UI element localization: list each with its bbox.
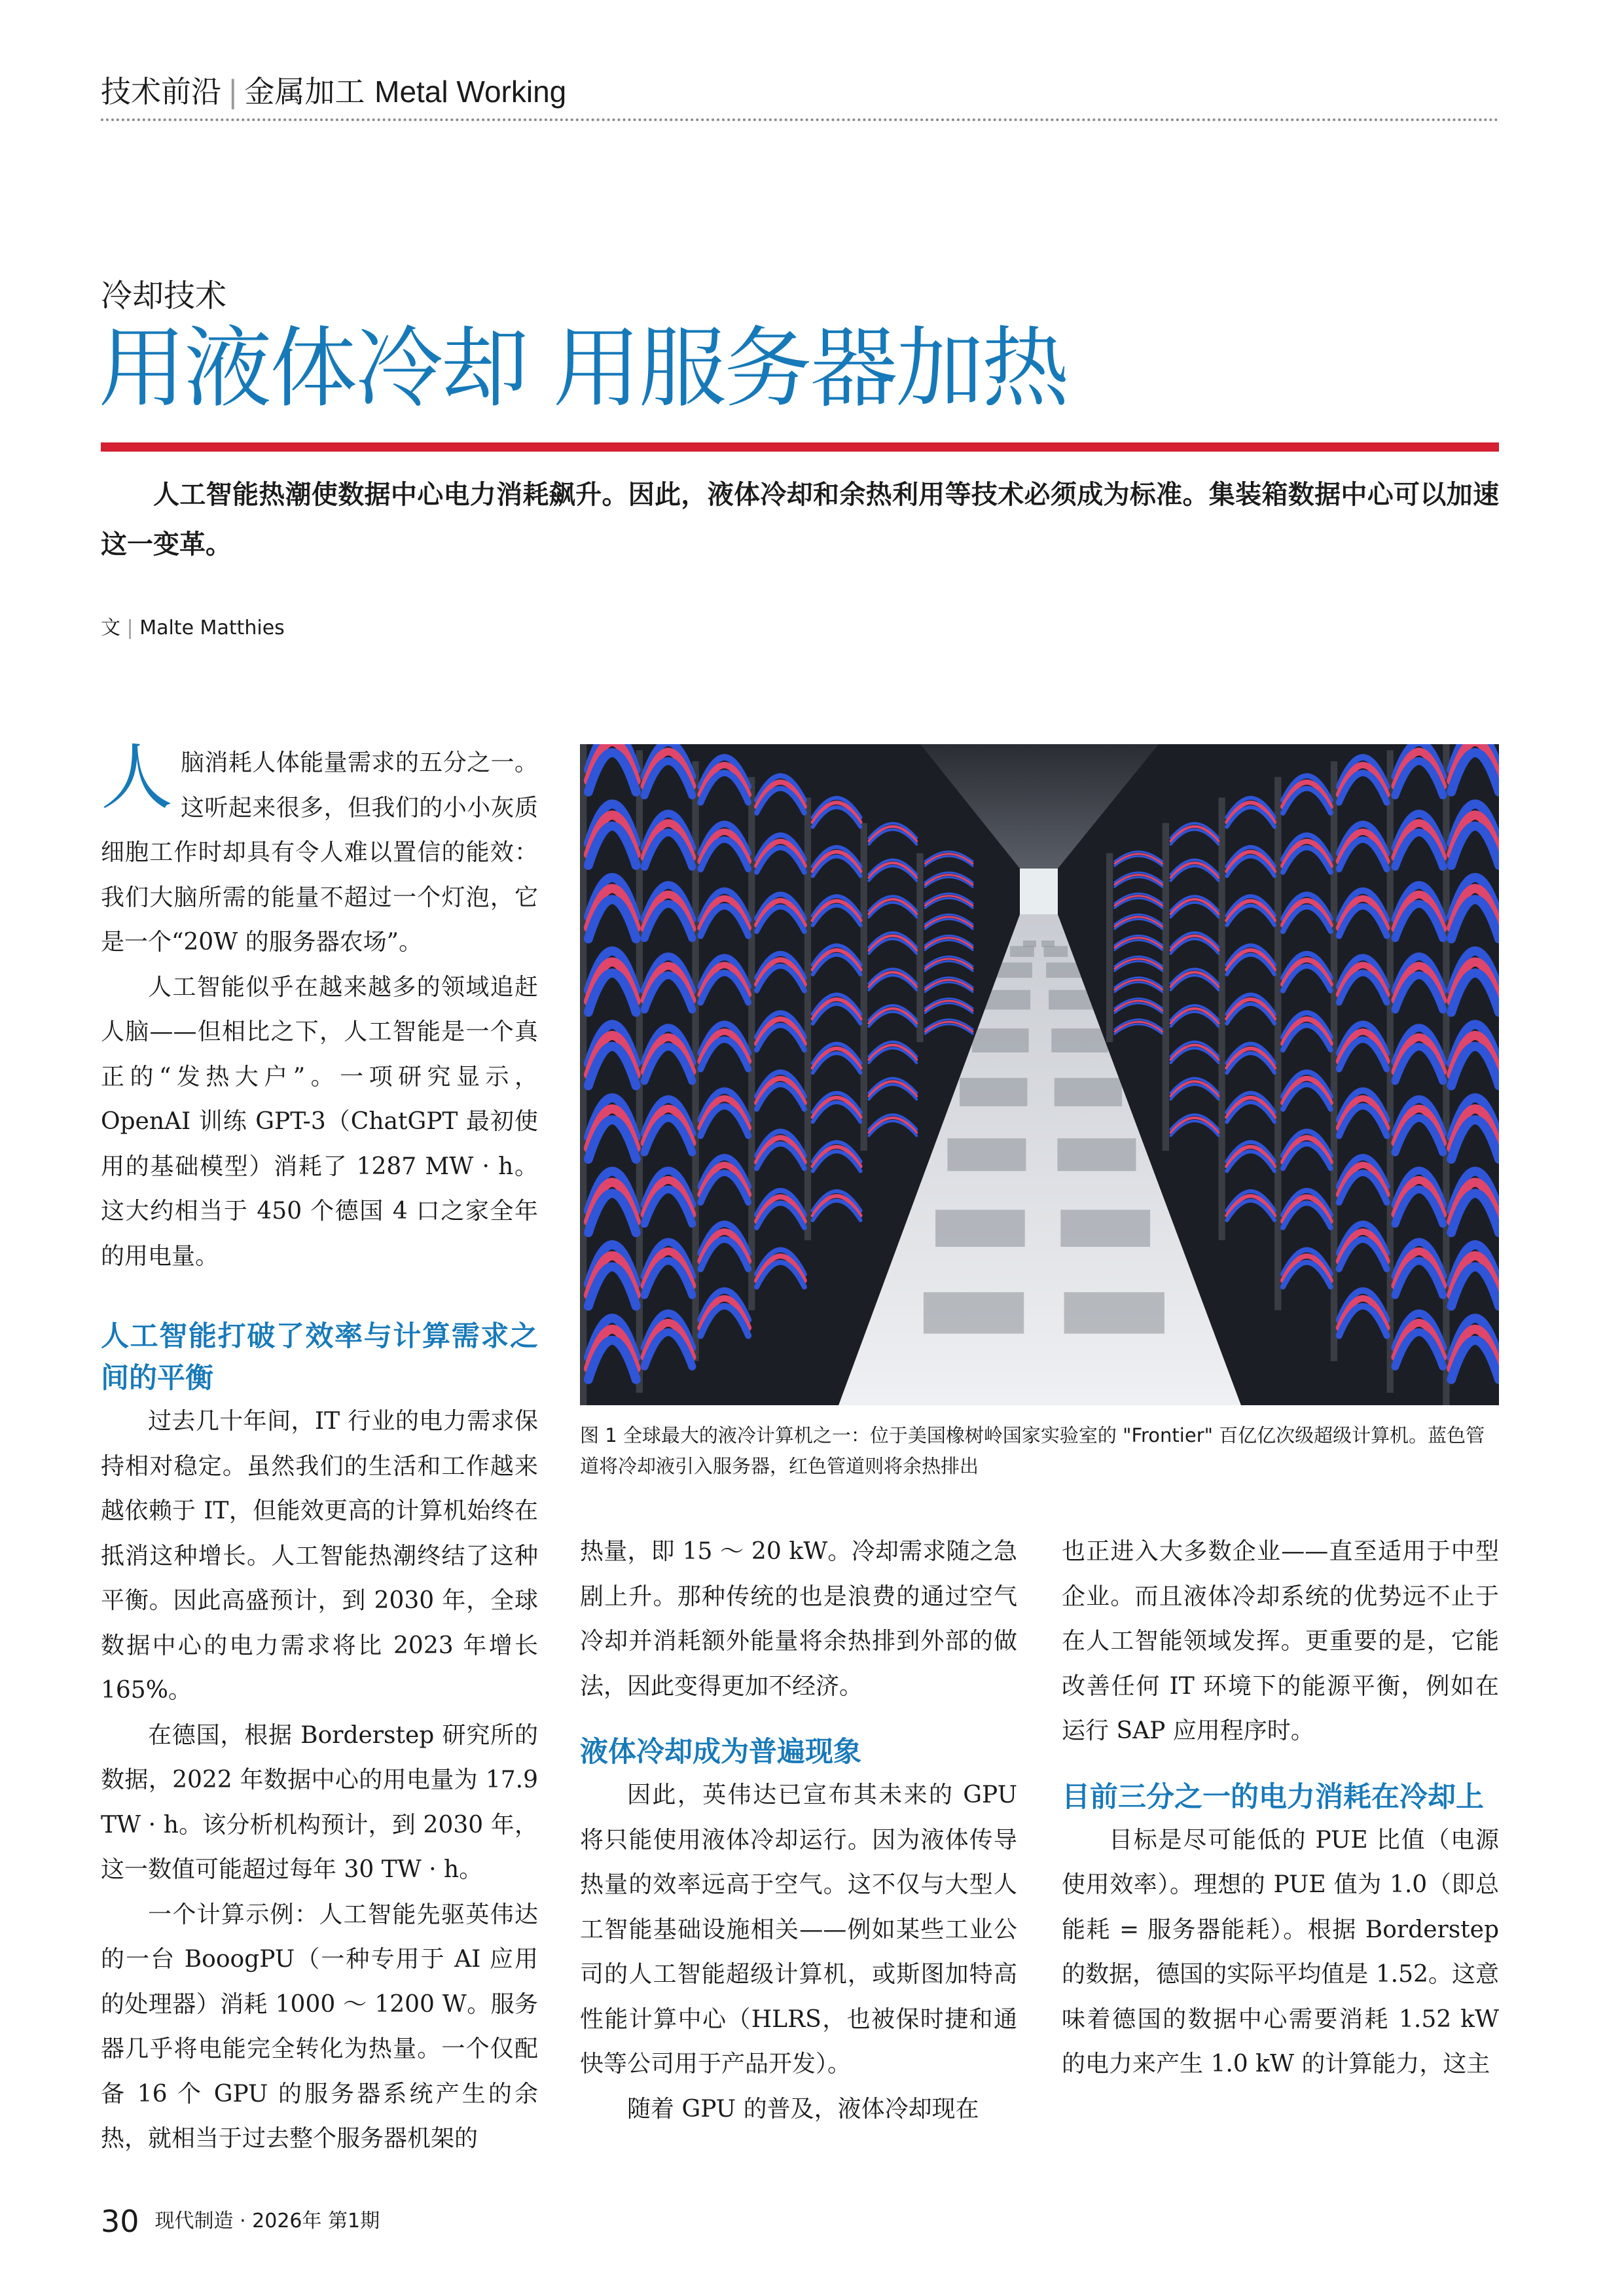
header-divider xyxy=(101,118,1499,121)
paragraph: 一个计算示例：人工智能先驱英伟达的一台 BooogPU（一种专用于 AI 应用的处理器）消耗 1000 ～ 1200 W。服务器几乎将电能完全转化为热量。一个仅配备 16 个 GPU 的服务器系统产生的余热，就相当于过去整个服务器机架的 xyxy=(101,1901,538,2152)
paragraph: 热量，即 15 ～ 20 kW。冷却需求随之急剧上升。那种传统的也是浪费的通过空气冷却并消耗额外能量将余热排到外部的做法，因此变得更加不经济。 xyxy=(580,1538,1017,1700)
floor-vent-tile xyxy=(1060,1210,1150,1247)
far-door xyxy=(1020,869,1058,914)
paragraph: 也正进入大多数企业——直至适用于中型企业。而且液体冷却系统的优势远不止于在人工智能领域发挥。更重要的是，它能改善任何 IT 环境下的能源平衡，例如在运行 SAP 应用程序时。 xyxy=(1062,1538,1499,1744)
floor-vent-tile xyxy=(1055,1078,1122,1106)
article-title: 用液体冷却 用服务器加热 xyxy=(98,317,1068,420)
article-lead: 人工智能热潮使数据中心电力消耗飙升。因此，液体冷却和余热利用等技术必须成为标准。集装箱数据中心可以加速这一变革。 xyxy=(101,479,1499,560)
author-name: Malte Matthies xyxy=(139,617,285,639)
floor-vent-tile xyxy=(924,1292,1024,1333)
rack-post xyxy=(1163,823,1169,1151)
header-section: 技术前沿 xyxy=(101,74,221,109)
paragraph: 过去几十年间，IT 行业的电力需求保持相对稳定。虽然我们的生活和工作越来越依赖于 IT，但能效更高的计算机始终在抵消这种增长。人工智能热潮终结了这种平衡。因此高盛预计，到 2030 年，全球数据中心的电力需求将比 2023 年增长 165%。 xyxy=(101,1408,538,1704)
floor-vent-tile xyxy=(947,1138,1026,1171)
byline: 文 | Malte Matthies xyxy=(101,617,285,639)
magazine-name: 现代制造 xyxy=(154,2210,234,2233)
paragraph: 在德国，根据 Borderstep 研究所的数据，2022 年数据中心的用电量为 17.9 TW · h。该分析机构预计，到 2030 年，这一数值可能超过每年 30 TW · h。 xyxy=(101,1721,538,1883)
floor-vent-tile xyxy=(1043,946,1068,957)
byline-label: 文 xyxy=(101,617,120,639)
header-category: 金属加工 xyxy=(244,74,365,109)
paragraph: 人工智能似乎在越来越多的领域追赶人脑——但相比之下，人工智能是一个真正的“发热大户”。一项研究显示，OpenAI 训练 GPT-3（ChatGPT 最初使用的基础模型）消耗了 1287 MW · h。这大约相当于 450 个德国 4 口之家全年的用电量。 xyxy=(101,973,538,1270)
text-column-3 xyxy=(1062,1530,1499,2087)
floor-vent-tile xyxy=(972,1028,1029,1052)
header-category-en: Metal Working xyxy=(374,75,567,109)
running-header: 技术前沿 | 金属加工 Metal Working xyxy=(101,74,567,109)
issue-info: 2026年 第1期 xyxy=(252,2210,380,2233)
section-heading: 目前三分之一的电力消耗在冷却上 xyxy=(1062,1780,1484,1814)
floor-vent-tile xyxy=(1051,1028,1108,1052)
rack-post xyxy=(1218,798,1225,1240)
section-heading: 人工智能打破了效率与计算需求之间的平衡 xyxy=(101,1320,538,1395)
page-number: 30 xyxy=(101,2204,139,2239)
paragraph: 目标是尽可能低的 PUE 比值（电源使用效率）。理想的 PUE 值为 1.0（即总能耗 = 服务器能耗）。根据 Borderstep 的数据，德国的实际平均值是 1.52。这意味着德国的数据中心需要消耗 1.52 kW 的电力来产生 1.0 kW 的计算能力，这主 xyxy=(1062,1826,1499,2077)
floor-vent-tile xyxy=(1046,963,1081,978)
figure-photo xyxy=(580,744,1499,1405)
floor-vent-tile xyxy=(960,1078,1027,1106)
figure-caption: 图 1 全球最大的液冷计算机之一：位于美国橡树岭国家实验室的 "Frontier" 百亿亿次级超级计算机。蓝色管道将冷却液引入服务器，红色管道则将余热排出 xyxy=(580,1424,1485,1477)
floor-vent-tile xyxy=(1010,946,1034,957)
text-column-1 xyxy=(101,736,538,2162)
floor-vent-tile xyxy=(1057,1138,1136,1171)
rack-post xyxy=(1106,853,1113,1043)
floor-vent-tile xyxy=(984,990,1030,1010)
floor-vent-tile xyxy=(1064,1292,1164,1333)
text-column-2 xyxy=(580,1530,1017,2132)
paragraph: 因此，英伟达已宣布其未来的 GPU 将只能使用液体冷却运行。因为液体传导热量的效率远高于空气。这不仅与大型人工智能基础设施相关——例如某些工业公司的人工智能超级计算机，或斯图加特高性能计算中心（HLRS，也被保时捷和通快等公司用于产品开发）。 xyxy=(580,1782,1017,2077)
supercomputer-aisle-image xyxy=(580,744,1499,1405)
section-heading: 液体冷却成为普遍现象 xyxy=(580,1736,861,1768)
paragraph: 随着 GPU 的普及，液体冷却现在 xyxy=(627,2095,979,2123)
drop-cap: 人 xyxy=(101,736,173,819)
title-red-rule xyxy=(101,442,1499,452)
page-footer: 30 现代制造 · 2026年 第1期 xyxy=(101,2204,380,2239)
article-kicker: 冷却技术 xyxy=(101,278,227,314)
floor-vent-tile xyxy=(997,963,1032,978)
rack-post xyxy=(1274,777,1281,1310)
floor-vent-tile xyxy=(935,1210,1025,1247)
paragraph: 人脑消耗人体能量需求的五分之一。这听起来很多，但我们的小小灰质细胞工作时却具有令人难以置信的能效：我们大脑所需的能量不超过一个灯泡，它是一个“20W 的服务器农场”。 xyxy=(101,736,538,956)
